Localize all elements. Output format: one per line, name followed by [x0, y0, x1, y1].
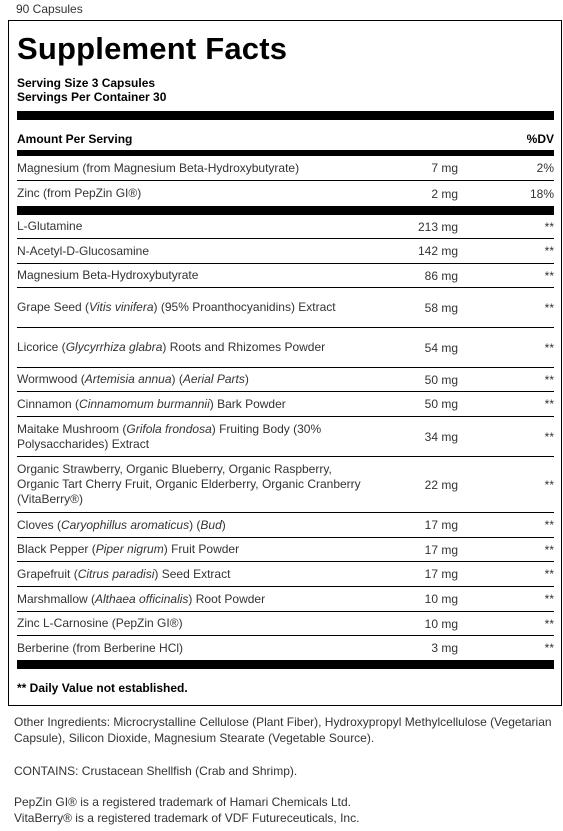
name-part: ) Seed Extract: [154, 566, 231, 581]
name-part: ) Fruiting Body (30% Polysaccharides) Extract: [17, 421, 322, 451]
vitamin-list: [17, 156, 554, 206]
amount: 17 mg: [424, 567, 458, 581]
name-part: ) (: [189, 517, 201, 532]
latin-name: Caryophillus aromaticus: [61, 517, 190, 532]
latin-name: Grifola frondosa: [126, 421, 212, 436]
ingredient-name: Zinc L-Carnosine (PepZin GI®): [17, 616, 183, 630]
amount-header: Amount Per Serving: [17, 131, 133, 146]
daily-value: **: [544, 518, 554, 532]
ingredient-name: [17, 567, 375, 582]
amount: 213 mg: [417, 219, 458, 234]
daily-value: **: [544, 219, 554, 234]
table-row: [17, 636, 554, 660]
table-row: [17, 417, 554, 457]
amount: 17 mg: [424, 542, 458, 557]
ingredient-name: N-Acetyl-D-Glucosamine: [17, 243, 150, 258]
ingredient-name: Zinc (from PepZin GI®): [17, 186, 142, 200]
amount: 10 mg: [424, 592, 458, 606]
ingredient-name: [17, 592, 375, 607]
name-part: Marshmallow (: [17, 591, 96, 606]
daily-value: 18%: [529, 186, 554, 201]
ingredient-name: [17, 397, 375, 412]
daily-value: **: [544, 567, 554, 581]
table-row: [17, 156, 554, 181]
table-row: [17, 538, 554, 562]
table-row: [17, 288, 554, 328]
daily-value: **: [544, 300, 554, 315]
daily-value: **: [544, 592, 554, 606]
amount: 54 mg: [424, 340, 458, 355]
name-part: ) Fruit Powder: [163, 542, 240, 556]
trademark-vitaberry: VitaBerry® is a registered trademark of VDF Futureceuticals, Inc.: [14, 811, 360, 825]
name-part: Licorice (: [17, 340, 66, 354]
ingredient-name: [17, 542, 375, 557]
daily-value: **: [544, 268, 554, 283]
divider-thick: [17, 111, 554, 120]
amount: 22 mg: [424, 477, 458, 492]
table-row: [17, 457, 554, 513]
daily-value: **: [544, 477, 554, 492]
supplement-facts-panel: [8, 20, 562, 706]
amount: 58 mg: [424, 300, 458, 315]
latin-name: Aerial Parts: [182, 372, 245, 386]
ingredient-name: [17, 372, 375, 387]
daily-value: **: [544, 616, 554, 631]
footnote: ** Daily Value not established.: [17, 681, 188, 695]
trademark-pepzin: PepZin GI® is a registered trademark of Hamari Chemicals Ltd.: [14, 795, 351, 809]
latin-name: Cinnamomum burmannii: [79, 396, 210, 411]
table-row: [17, 368, 554, 392]
name-part: Wormwood (: [17, 372, 85, 386]
name-part: ) Roots and Rhizomes Powder: [162, 340, 326, 354]
name-part: ) Bark Powder: [209, 396, 286, 411]
table-row: [17, 587, 554, 612]
name-part: Grape Seed (: [17, 300, 90, 314]
divider-big: [17, 206, 554, 215]
name-part: Black Pepper (: [17, 542, 96, 556]
amount: 86 mg: [424, 268, 458, 283]
name-part: ): [244, 372, 249, 386]
capsule-count: 90 Capsules: [16, 2, 83, 16]
daily-value: **: [544, 397, 554, 411]
daily-value: **: [544, 429, 554, 444]
ingredient-name: Magnesium Beta-Hydroxybutyrate: [17, 268, 199, 282]
latin-name: Glycyrrhiza glabra: [65, 340, 163, 354]
ingredient-name: Organic Strawberry, Organic Blueberry, Organic Raspberry, Organic Tart Cherry Fruit, Organic Elderberry, Organic Cranberry (VitaBerry®): [17, 462, 361, 506]
table-row: [17, 264, 554, 288]
daily-value: **: [544, 641, 554, 655]
ingredient-name: [17, 340, 375, 355]
dv-header: %DV: [526, 132, 554, 146]
latin-name: Vitis vinifera: [89, 300, 154, 314]
table-row: [17, 392, 554, 417]
amount: 3 mg: [431, 641, 458, 655]
amount: 34 mg: [424, 429, 458, 444]
name-part: Grapefruit (: [17, 566, 78, 581]
table-row: [17, 239, 554, 264]
latin-name: Bud: [200, 517, 222, 532]
daily-value: **: [544, 340, 554, 355]
name-part: ) (95% Proanthocyanidins) Extract: [153, 300, 336, 314]
ingredient-name: Magnesium (from Magnesium Beta-Hydroxybutyrate): [17, 160, 300, 175]
amount: 7 mg: [431, 161, 458, 175]
name-part: ) (: [171, 372, 183, 386]
name-part: ) Root Powder: [188, 591, 266, 606]
name-part: ): [221, 517, 226, 532]
ingredient-name: Berberine (from Berberine HCl): [17, 640, 184, 655]
serving-size: Serving Size 3 Capsules: [17, 76, 156, 90]
name-part: Cloves (: [17, 517, 62, 532]
serving-info: [17, 76, 554, 104]
trademark-notes: [14, 794, 554, 826]
allergen-statement: CONTAINS: Crustacean Shellfish (Crab and Shrimp).: [14, 764, 298, 778]
name-part: Cinnamon (: [17, 396, 80, 411]
amount: 142 mg: [417, 244, 458, 258]
latin-name: Artemisia annua: [84, 372, 172, 386]
latin-name: Piper nigrum: [95, 542, 164, 556]
daily-value: 2%: [536, 161, 554, 175]
ingredient-name: [17, 422, 375, 452]
other-ingredients: Other Ingredients: Microcrystalline Cellulose (Plant Fiber), Hydroxypropyl Methylcellulose (Vegetarian Capsule), Silicon Dioxide, Magnesium Stearate (Vegetable Source).: [14, 715, 552, 745]
ingredient-name: [17, 300, 375, 315]
table-row: [17, 612, 554, 636]
amount: 50 mg: [424, 397, 458, 411]
amount: 17 mg: [424, 518, 458, 532]
table-row: [17, 328, 554, 368]
divider-bottom: [17, 660, 554, 669]
amount: 50 mg: [424, 372, 458, 387]
table-header: [17, 120, 554, 150]
name-part: Maitake Mushroom (: [17, 421, 127, 436]
ingredient-list: [17, 215, 554, 660]
table-row: [17, 513, 554, 538]
latin-name: Althaea officinalis: [95, 591, 189, 606]
servings-per-container: Servings Per Container 30: [17, 90, 167, 104]
daily-value: **: [544, 244, 554, 258]
ingredient-name: [17, 518, 375, 533]
panel-title: Supplement Facts: [17, 31, 288, 66]
daily-value: **: [544, 542, 554, 557]
amount: 10 mg: [424, 616, 458, 631]
daily-value: **: [544, 372, 554, 387]
table-row: [17, 181, 554, 206]
latin-name: Citrus paradisi: [77, 566, 155, 581]
ingredient-name: L-Glutamine: [17, 219, 83, 233]
table-row: [17, 215, 554, 239]
amount: 2 mg: [431, 186, 458, 201]
table-row: [17, 562, 554, 587]
